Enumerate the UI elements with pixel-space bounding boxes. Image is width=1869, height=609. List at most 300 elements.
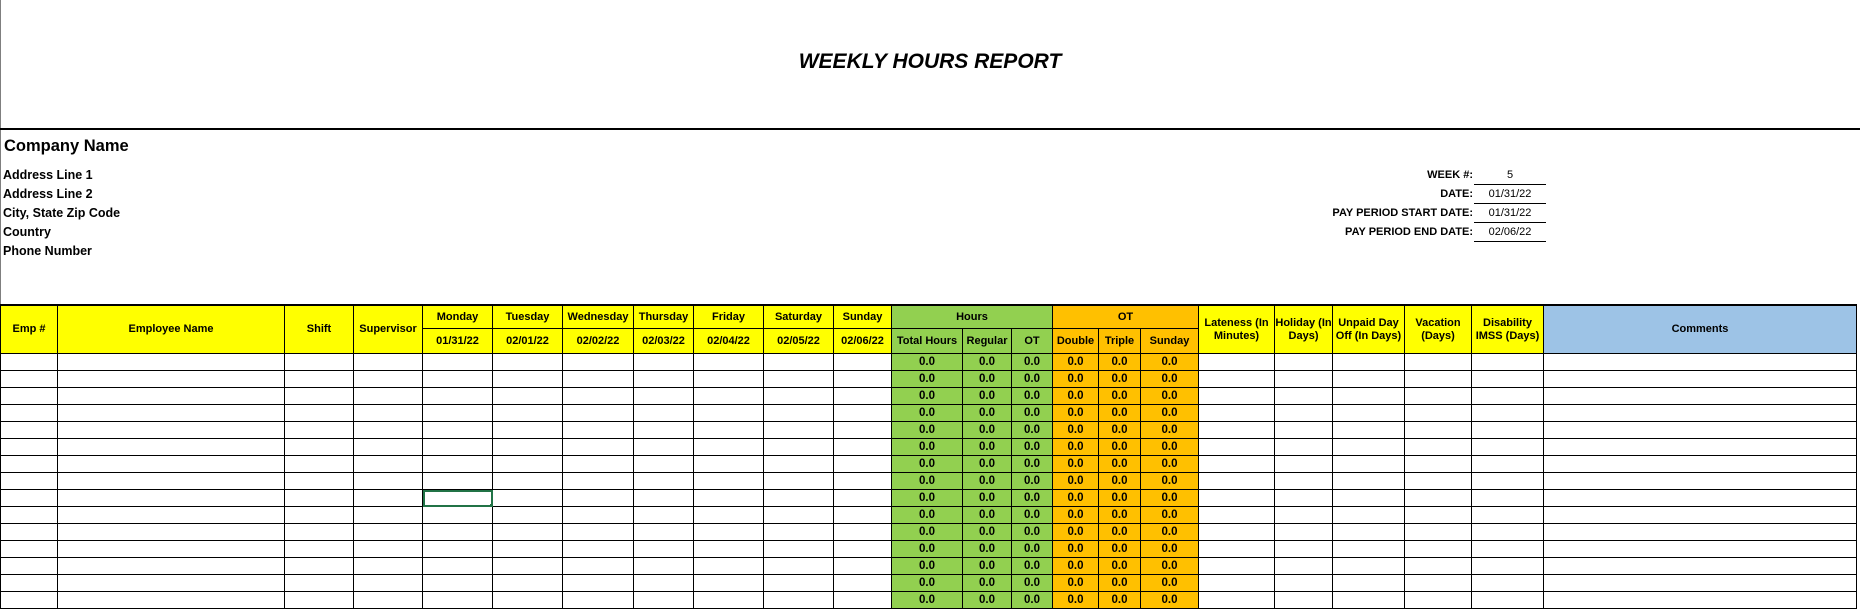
table-cell[interactable] [1275, 524, 1333, 541]
pay-period-end-value[interactable]: 02/06/22 [1474, 225, 1546, 242]
hours-cell[interactable]: 0.0 [1012, 439, 1053, 456]
table-cell[interactable] [493, 541, 563, 558]
table-cell[interactable] [1472, 575, 1544, 592]
table-cell[interactable] [563, 558, 634, 575]
table-cell[interactable] [1275, 592, 1333, 609]
table-cell[interactable] [354, 541, 423, 558]
table-cell[interactable] [634, 558, 694, 575]
table-cell[interactable] [1, 490, 58, 507]
table-cell[interactable] [58, 473, 285, 490]
table-cell[interactable] [1, 388, 58, 405]
table-cell[interactable] [285, 592, 354, 609]
table-cell[interactable] [1333, 541, 1405, 558]
table-cell[interactable] [1275, 388, 1333, 405]
table-cell[interactable] [1, 575, 58, 592]
table-cell[interactable] [1199, 473, 1275, 490]
table-cell[interactable] [354, 490, 423, 507]
ot-cell[interactable]: 0.0 [1099, 575, 1141, 592]
table-cell[interactable] [1, 354, 58, 371]
table-cell[interactable] [423, 439, 493, 456]
table-cell[interactable] [1, 439, 58, 456]
table-cell[interactable] [285, 422, 354, 439]
table-cell[interactable] [834, 575, 892, 592]
table-cell[interactable] [1333, 371, 1405, 388]
table-cell[interactable] [694, 490, 764, 507]
table-cell[interactable] [563, 575, 634, 592]
table-cell[interactable] [634, 371, 694, 388]
hours-cell[interactable]: 0.0 [963, 507, 1012, 524]
table-cell[interactable] [423, 541, 493, 558]
table-cell[interactable] [285, 405, 354, 422]
ot-cell[interactable]: 0.0 [1053, 473, 1099, 490]
table-cell[interactable] [423, 592, 493, 609]
hours-cell[interactable]: 0.0 [892, 456, 963, 473]
table-cell[interactable] [1472, 456, 1544, 473]
table-cell[interactable] [493, 405, 563, 422]
table-cell[interactable] [493, 490, 563, 507]
table-cell[interactable] [563, 507, 634, 524]
table-cell[interactable] [354, 575, 423, 592]
table-cell[interactable] [764, 490, 834, 507]
hours-cell[interactable]: 0.0 [892, 422, 963, 439]
table-cell[interactable] [1544, 575, 1857, 592]
hours-cell[interactable]: 0.0 [892, 575, 963, 592]
hours-cell[interactable]: 0.0 [1012, 507, 1053, 524]
table-cell[interactable] [1333, 558, 1405, 575]
table-cell[interactable] [1405, 507, 1472, 524]
table-cell[interactable] [1333, 524, 1405, 541]
ot-cell[interactable]: 0.0 [1141, 541, 1199, 558]
table-cell[interactable] [285, 524, 354, 541]
ot-cell[interactable]: 0.0 [1099, 371, 1141, 388]
hours-cell[interactable]: 0.0 [963, 592, 1012, 609]
table-cell[interactable] [1333, 490, 1405, 507]
table-cell[interactable] [694, 371, 764, 388]
table-cell[interactable] [694, 473, 764, 490]
ot-cell[interactable]: 0.0 [1141, 456, 1199, 473]
table-cell[interactable] [493, 439, 563, 456]
table-cell[interactable] [354, 558, 423, 575]
hours-cell[interactable]: 0.0 [963, 371, 1012, 388]
table-cell[interactable] [1472, 490, 1544, 507]
table-cell[interactable] [834, 405, 892, 422]
table-cell[interactable] [1405, 371, 1472, 388]
table-cell[interactable] [58, 405, 285, 422]
table-cell[interactable] [1199, 558, 1275, 575]
table-cell[interactable] [694, 558, 764, 575]
table-cell[interactable] [634, 490, 694, 507]
table-cell[interactable] [58, 371, 285, 388]
hours-cell[interactable]: 0.0 [892, 388, 963, 405]
table-cell[interactable] [634, 456, 694, 473]
table-cell[interactable] [834, 558, 892, 575]
table-cell[interactable] [1199, 592, 1275, 609]
hours-cell[interactable]: 0.0 [1012, 473, 1053, 490]
hours-cell[interactable]: 0.0 [892, 541, 963, 558]
table-cell[interactable] [1333, 575, 1405, 592]
table-cell[interactable] [1333, 592, 1405, 609]
table-cell[interactable] [834, 592, 892, 609]
table-cell[interactable] [423, 371, 493, 388]
table-cell[interactable] [1, 558, 58, 575]
table-cell[interactable] [1472, 405, 1544, 422]
table-cell[interactable] [563, 541, 634, 558]
ot-cell[interactable]: 0.0 [1141, 507, 1199, 524]
table-cell[interactable] [354, 473, 423, 490]
ot-cell[interactable]: 0.0 [1053, 354, 1099, 371]
table-cell[interactable] [354, 354, 423, 371]
table-cell[interactable] [285, 558, 354, 575]
table-cell[interactable] [1199, 524, 1275, 541]
ot-cell[interactable]: 0.0 [1141, 558, 1199, 575]
table-cell[interactable] [1, 456, 58, 473]
table-cell[interactable] [493, 592, 563, 609]
table-cell[interactable] [1544, 456, 1857, 473]
ot-cell[interactable]: 0.0 [1053, 439, 1099, 456]
table-cell[interactable] [354, 388, 423, 405]
table-cell[interactable] [58, 490, 285, 507]
hours-cell[interactable]: 0.0 [1012, 541, 1053, 558]
hours-cell[interactable]: 0.0 [963, 422, 1012, 439]
table-cell[interactable] [493, 473, 563, 490]
table-cell[interactable] [1405, 558, 1472, 575]
table-cell[interactable] [1, 405, 58, 422]
table-cell[interactable] [1275, 507, 1333, 524]
hours-cell[interactable]: 0.0 [892, 592, 963, 609]
table-cell[interactable] [1199, 388, 1275, 405]
table-cell[interactable] [285, 371, 354, 388]
table-cell[interactable] [563, 371, 634, 388]
table-cell[interactable] [694, 541, 764, 558]
table-cell[interactable] [694, 354, 764, 371]
table-cell[interactable] [764, 592, 834, 609]
table-cell[interactable] [285, 490, 354, 507]
table-cell[interactable] [764, 388, 834, 405]
table-cell[interactable] [1199, 575, 1275, 592]
table-cell[interactable] [1275, 354, 1333, 371]
table-cell[interactable] [1472, 507, 1544, 524]
ot-cell[interactable]: 0.0 [1141, 422, 1199, 439]
table-cell[interactable] [1405, 541, 1472, 558]
table-cell[interactable] [834, 473, 892, 490]
table-cell[interactable] [1333, 422, 1405, 439]
hours-cell[interactable]: 0.0 [1012, 354, 1053, 371]
table-cell[interactable] [1405, 456, 1472, 473]
ot-cell[interactable]: 0.0 [1053, 592, 1099, 609]
hours-cell[interactable]: 0.0 [963, 456, 1012, 473]
hours-cell[interactable]: 0.0 [963, 490, 1012, 507]
table-cell[interactable] [1333, 354, 1405, 371]
hours-cell[interactable]: 0.0 [1012, 575, 1053, 592]
table-cell[interactable] [1275, 422, 1333, 439]
table-cell[interactable] [834, 456, 892, 473]
ot-cell[interactable]: 0.0 [1141, 354, 1199, 371]
table-cell[interactable] [634, 575, 694, 592]
hours-cell[interactable]: 0.0 [892, 439, 963, 456]
date-value[interactable]: 01/31/22 [1474, 187, 1546, 204]
table-cell[interactable] [493, 456, 563, 473]
ot-cell[interactable]: 0.0 [1099, 541, 1141, 558]
table-cell[interactable] [423, 558, 493, 575]
table-cell[interactable] [423, 473, 493, 490]
table-cell[interactable] [634, 507, 694, 524]
table-cell[interactable] [1544, 524, 1857, 541]
hours-cell[interactable]: 0.0 [963, 405, 1012, 422]
table-cell[interactable] [1275, 473, 1333, 490]
hours-cell[interactable]: 0.0 [892, 524, 963, 541]
table-cell[interactable] [285, 541, 354, 558]
table-cell[interactable] [634, 422, 694, 439]
table-cell[interactable] [563, 490, 634, 507]
table-cell[interactable] [1275, 439, 1333, 456]
table-cell[interactable] [694, 575, 764, 592]
table-cell[interactable] [1405, 592, 1472, 609]
table-cell[interactable] [764, 473, 834, 490]
ot-cell[interactable]: 0.0 [1141, 592, 1199, 609]
table-cell[interactable] [563, 354, 634, 371]
table-cell[interactable] [1544, 422, 1857, 439]
ot-cell[interactable]: 0.0 [1053, 524, 1099, 541]
table-cell[interactable] [834, 371, 892, 388]
table-cell[interactable] [634, 541, 694, 558]
table-cell[interactable] [1472, 354, 1544, 371]
table-cell[interactable] [764, 558, 834, 575]
table-cell[interactable] [1472, 473, 1544, 490]
table-cell[interactable] [1199, 405, 1275, 422]
table-cell[interactable] [285, 439, 354, 456]
ot-cell[interactable]: 0.0 [1099, 388, 1141, 405]
hours-cell[interactable]: 0.0 [892, 507, 963, 524]
table-cell[interactable] [1405, 405, 1472, 422]
hours-cell[interactable]: 0.0 [1012, 490, 1053, 507]
hours-cell[interactable]: 0.0 [1012, 388, 1053, 405]
table-cell[interactable] [764, 439, 834, 456]
table-cell[interactable] [354, 439, 423, 456]
table-cell[interactable] [1275, 371, 1333, 388]
table-cell[interactable] [1333, 473, 1405, 490]
table-cell[interactable] [493, 371, 563, 388]
table-cell[interactable] [1199, 541, 1275, 558]
table-cell[interactable] [764, 354, 834, 371]
table-cell[interactable] [58, 592, 285, 609]
ot-cell[interactable]: 0.0 [1099, 354, 1141, 371]
selected-cell[interactable] [423, 490, 493, 507]
table-cell[interactable] [563, 405, 634, 422]
hours-cell[interactable]: 0.0 [963, 524, 1012, 541]
ot-cell[interactable]: 0.0 [1053, 558, 1099, 575]
pay-period-start-value[interactable]: 01/31/22 [1474, 206, 1546, 223]
table-cell[interactable] [493, 422, 563, 439]
table-cell[interactable] [1405, 388, 1472, 405]
table-cell[interactable] [423, 456, 493, 473]
table-cell[interactable] [1199, 490, 1275, 507]
table-cell[interactable] [764, 405, 834, 422]
table-cell[interactable] [1333, 405, 1405, 422]
table-cell[interactable] [58, 558, 285, 575]
table-cell[interactable] [1472, 439, 1544, 456]
table-cell[interactable] [1544, 388, 1857, 405]
table-cell[interactable] [1544, 473, 1857, 490]
table-cell[interactable] [1199, 371, 1275, 388]
table-cell[interactable] [354, 371, 423, 388]
table-cell[interactable] [493, 558, 563, 575]
table-cell[interactable] [58, 541, 285, 558]
table-cell[interactable] [834, 354, 892, 371]
ot-cell[interactable]: 0.0 [1099, 592, 1141, 609]
table-cell[interactable] [694, 439, 764, 456]
hours-cell[interactable]: 0.0 [1012, 558, 1053, 575]
table-cell[interactable] [634, 405, 694, 422]
hours-cell[interactable]: 0.0 [963, 575, 1012, 592]
table-cell[interactable] [285, 473, 354, 490]
table-cell[interactable] [1544, 592, 1857, 609]
table-cell[interactable] [694, 405, 764, 422]
table-cell[interactable] [354, 456, 423, 473]
table-cell[interactable] [1333, 439, 1405, 456]
table-cell[interactable] [1472, 592, 1544, 609]
table-cell[interactable] [634, 592, 694, 609]
table-cell[interactable] [493, 507, 563, 524]
ot-cell[interactable]: 0.0 [1141, 524, 1199, 541]
hours-cell[interactable]: 0.0 [892, 558, 963, 575]
hours-cell[interactable]: 0.0 [892, 354, 963, 371]
table-cell[interactable] [694, 422, 764, 439]
table-cell[interactable] [1405, 422, 1472, 439]
table-cell[interactable] [764, 575, 834, 592]
hours-cell[interactable]: 0.0 [963, 388, 1012, 405]
table-cell[interactable] [634, 388, 694, 405]
ot-cell[interactable]: 0.0 [1053, 388, 1099, 405]
table-cell[interactable] [764, 456, 834, 473]
table-cell[interactable] [1199, 354, 1275, 371]
table-cell[interactable] [285, 456, 354, 473]
table-cell[interactable] [1333, 456, 1405, 473]
ot-cell[interactable]: 0.0 [1053, 422, 1099, 439]
table-cell[interactable] [1275, 575, 1333, 592]
table-cell[interactable] [1405, 354, 1472, 371]
table-cell[interactable] [634, 473, 694, 490]
table-cell[interactable] [1405, 473, 1472, 490]
table-cell[interactable] [1275, 558, 1333, 575]
table-cell[interactable] [1, 422, 58, 439]
table-cell[interactable] [694, 388, 764, 405]
table-cell[interactable] [1275, 456, 1333, 473]
table-cell[interactable] [423, 575, 493, 592]
hours-cell[interactable]: 0.0 [892, 473, 963, 490]
hours-cell[interactable]: 0.0 [1012, 456, 1053, 473]
table-cell[interactable] [58, 388, 285, 405]
table-cell[interactable] [1275, 490, 1333, 507]
table-cell[interactable] [764, 371, 834, 388]
table-cell[interactable] [1, 524, 58, 541]
ot-cell[interactable]: 0.0 [1141, 575, 1199, 592]
table-cell[interactable] [764, 422, 834, 439]
table-cell[interactable] [1472, 371, 1544, 388]
table-cell[interactable] [285, 354, 354, 371]
ot-cell[interactable]: 0.0 [1099, 558, 1141, 575]
table-cell[interactable] [764, 524, 834, 541]
ot-cell[interactable]: 0.0 [1099, 473, 1141, 490]
table-cell[interactable] [1472, 541, 1544, 558]
table-cell[interactable] [1, 541, 58, 558]
table-cell[interactable] [834, 422, 892, 439]
table-cell[interactable] [1199, 439, 1275, 456]
table-cell[interactable] [58, 507, 285, 524]
table-cell[interactable] [634, 354, 694, 371]
table-cell[interactable] [834, 439, 892, 456]
ot-cell[interactable]: 0.0 [1099, 490, 1141, 507]
table-cell[interactable] [1544, 490, 1857, 507]
hours-cell[interactable]: 0.0 [963, 439, 1012, 456]
table-cell[interactable] [493, 354, 563, 371]
hours-cell[interactable]: 0.0 [892, 405, 963, 422]
table-cell[interactable] [493, 575, 563, 592]
table-cell[interactable] [1544, 371, 1857, 388]
table-cell[interactable] [493, 524, 563, 541]
table-cell[interactable] [563, 456, 634, 473]
ot-cell[interactable]: 0.0 [1053, 490, 1099, 507]
fill-handle[interactable] [490, 504, 493, 507]
table-cell[interactable] [1405, 524, 1472, 541]
table-cell[interactable] [563, 422, 634, 439]
table-cell[interactable] [423, 405, 493, 422]
table-cell[interactable] [834, 388, 892, 405]
hours-cell[interactable]: 0.0 [892, 371, 963, 388]
table-cell[interactable] [1472, 388, 1544, 405]
ot-cell[interactable]: 0.0 [1141, 439, 1199, 456]
table-cell[interactable] [834, 541, 892, 558]
week-value[interactable]: 5 [1474, 168, 1546, 185]
table-cell[interactable] [1472, 524, 1544, 541]
table-cell[interactable] [354, 592, 423, 609]
table-cell[interactable] [1544, 405, 1857, 422]
table-cell[interactable] [423, 507, 493, 524]
table-cell[interactable] [493, 388, 563, 405]
table-cell[interactable] [1544, 354, 1857, 371]
ot-cell[interactable]: 0.0 [1141, 490, 1199, 507]
ot-cell[interactable]: 0.0 [1141, 405, 1199, 422]
table-cell[interactable] [58, 422, 285, 439]
ot-cell[interactable]: 0.0 [1053, 541, 1099, 558]
table-cell[interactable] [834, 507, 892, 524]
table-cell[interactable] [634, 439, 694, 456]
table-cell[interactable] [1544, 439, 1857, 456]
table-cell[interactable] [354, 524, 423, 541]
table-cell[interactable] [834, 524, 892, 541]
hours-cell[interactable]: 0.0 [1012, 371, 1053, 388]
table-cell[interactable] [58, 354, 285, 371]
table-cell[interactable] [1275, 405, 1333, 422]
table-cell[interactable] [1333, 507, 1405, 524]
table-cell[interactable] [694, 507, 764, 524]
table-cell[interactable] [1, 592, 58, 609]
table-cell[interactable] [563, 439, 634, 456]
ot-cell[interactable]: 0.0 [1141, 388, 1199, 405]
table-cell[interactable] [58, 524, 285, 541]
table-cell[interactable] [285, 507, 354, 524]
table-cell[interactable] [1472, 558, 1544, 575]
table-cell[interactable] [563, 592, 634, 609]
ot-cell[interactable]: 0.0 [1099, 439, 1141, 456]
table-cell[interactable] [58, 575, 285, 592]
ot-cell[interactable]: 0.0 [1141, 473, 1199, 490]
table-cell[interactable] [1199, 507, 1275, 524]
table-cell[interactable] [285, 388, 354, 405]
ot-cell[interactable]: 0.0 [1053, 456, 1099, 473]
table-cell[interactable] [563, 388, 634, 405]
hours-cell[interactable]: 0.0 [1012, 422, 1053, 439]
table-cell[interactable] [58, 456, 285, 473]
